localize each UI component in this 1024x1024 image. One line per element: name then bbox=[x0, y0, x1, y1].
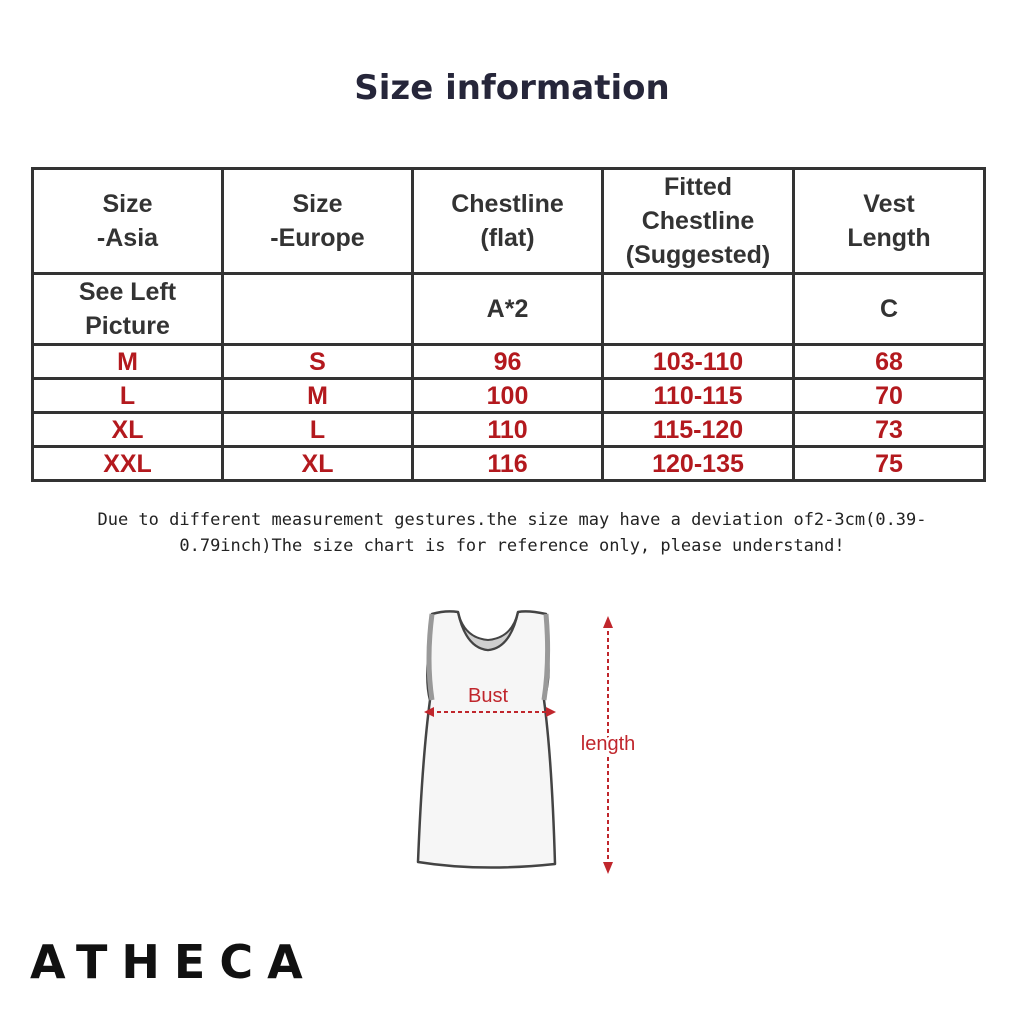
header-fitted-chestline bbox=[603, 169, 794, 274]
table-cell: 96 bbox=[413, 345, 603, 379]
table-cell: C bbox=[794, 274, 985, 345]
table-cell: 110-115 bbox=[603, 379, 794, 413]
bust-arrowhead-right bbox=[546, 707, 556, 717]
header-line: Size bbox=[102, 190, 153, 218]
disclaimer-note bbox=[40, 507, 984, 559]
table-cell bbox=[33, 274, 223, 345]
table-cell: 110 bbox=[413, 413, 603, 447]
reference-row bbox=[33, 274, 985, 345]
header-line: Size bbox=[292, 190, 343, 218]
header-size-europe bbox=[223, 169, 413, 274]
header-line: -Europe bbox=[270, 224, 365, 252]
cell-line: See Left bbox=[78, 278, 177, 306]
table-cell: L bbox=[33, 379, 223, 413]
bust-label: Bust bbox=[467, 685, 509, 707]
page-title: Size information bbox=[354, 68, 670, 108]
table-cell: 103-110 bbox=[603, 345, 794, 379]
table-cell: 116 bbox=[413, 447, 603, 481]
note-line: 0.79inch)The size chart is for reference only, please understand! bbox=[179, 536, 845, 556]
table-cell: 70 bbox=[794, 379, 985, 413]
table-cell: L bbox=[223, 413, 413, 447]
header-line: Chestline bbox=[451, 190, 564, 218]
length-label: length bbox=[580, 733, 636, 755]
table-cell: 120-135 bbox=[603, 447, 794, 481]
table-cell: 73 bbox=[794, 413, 985, 447]
table-cell: XL bbox=[223, 447, 413, 481]
note-line: Due to different measurement gestures.the size may have a deviation of2-3cm(0.39- bbox=[97, 510, 927, 530]
table-cell: M bbox=[33, 345, 223, 379]
table-cell: S bbox=[223, 345, 413, 379]
table-row bbox=[33, 345, 985, 379]
length-arrowhead-bottom bbox=[603, 862, 613, 874]
table-cell: 100 bbox=[413, 379, 603, 413]
table-cell bbox=[603, 274, 794, 345]
table-cell: 115-120 bbox=[603, 413, 794, 447]
table-cell: 68 bbox=[794, 345, 985, 379]
header-chestline bbox=[413, 169, 603, 274]
table-cell bbox=[223, 274, 413, 345]
size-table bbox=[31, 167, 986, 482]
length-arrowhead-top bbox=[603, 616, 613, 628]
header-line: Vest bbox=[863, 190, 915, 218]
header-size-asia bbox=[33, 169, 223, 274]
table-cell: XL bbox=[33, 413, 223, 447]
table-cell: XXL bbox=[33, 447, 223, 481]
table-row bbox=[33, 413, 985, 447]
header-line: (Suggested) bbox=[625, 241, 771, 269]
table-header-row bbox=[33, 169, 985, 274]
brand-logo: ATHECA bbox=[30, 935, 317, 989]
header-line: Chestline bbox=[641, 207, 755, 235]
tank-top-diagram bbox=[400, 600, 660, 890]
header-line: Length bbox=[847, 224, 931, 252]
table-cell: A*2 bbox=[413, 274, 603, 345]
cell-line: Picture bbox=[85, 312, 170, 340]
table-row bbox=[33, 447, 985, 481]
header-line: Fitted bbox=[663, 173, 733, 201]
table-cell: M bbox=[223, 379, 413, 413]
header-line: (flat) bbox=[480, 224, 535, 252]
header-vest-length bbox=[794, 169, 985, 274]
table-row bbox=[33, 379, 985, 413]
header-line: -Asia bbox=[96, 224, 159, 252]
table-cell: 75 bbox=[794, 447, 985, 481]
